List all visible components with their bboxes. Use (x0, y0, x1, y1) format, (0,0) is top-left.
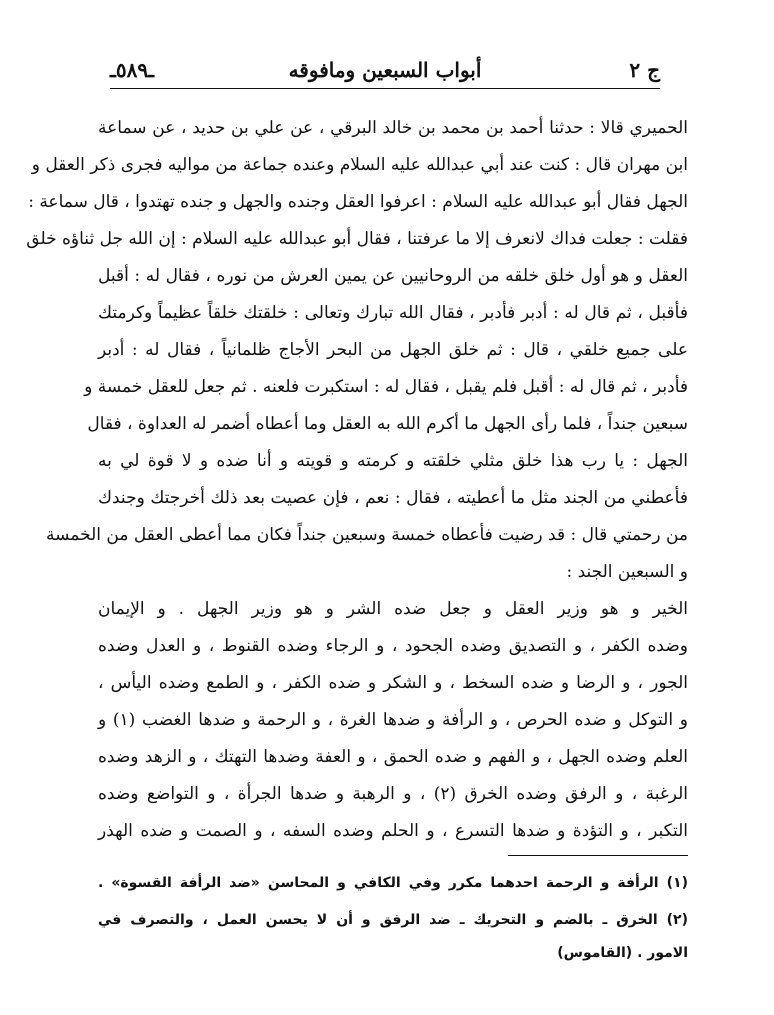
text-line: الجور ، و الرضا و ضده السخط ، و الشكر و ضده الكفر ، و الطمع وضده اليأس ، (98, 673, 688, 693)
text-line: فأعطني من الجند مثل ما أعطيته ، فقال : نعم ، فإن عصيت بعد ذلك أخرجتك وجندك (98, 488, 688, 508)
text-line: على جميع خلقي ، قال : ثم خلق الجهل من البحر الأجاج ظلمانياً ، فقال له : أدبر (98, 340, 688, 360)
page-number: ـ٥٨٩ـ (110, 58, 154, 82)
running-title: أبواب السبعين ومافوقه (288, 58, 482, 82)
footnote: (٢) الخرق ـ بالضم و التحريك ـ ضد الرفق و أن لا يحسن العمل ، والتصرف في (98, 912, 688, 928)
text-line: التكبر ، و التؤدة و ضدها التسرع ، و الحلم وضده السفه ، و الصمت و ضده الهذر (98, 821, 688, 841)
text-line: الخير و هو وزير العقل و جعل ضده الشر و هو وزير الجهل . و الإيمان (98, 599, 688, 619)
volume-label: ج ٢ (629, 58, 660, 82)
footnote: (١) الرأفة و الرحمة احدهما مكرر وفي الكافي و المحاسن «ضد الرأفة القسوة» . (98, 875, 688, 891)
header-rule (110, 88, 660, 89)
text-line: الرغبة ، و الرفق وضده الخرق (٢) ، و الرهبة و ضدها الجرأة ، و التواضع وضده (98, 784, 688, 804)
text-line: وضده الكفر ، و التصديق وضده الجحود ، و الرجاء وضده القنوط ، و العدل وضده (98, 636, 688, 656)
text-line: فقلت : جعلت فداك لانعرف إلا ما عرفتنا ، فقال أبو عبدالله عليه السلام : إن الله جل ثناؤه خلق (26, 229, 688, 249)
footnote-rule (508, 855, 688, 856)
text-line: الجهل فقال أبو عبدالله عليه السلام : اعرفوا العقل وجنده والجهل و جنده تهتدوا ، قال سماعة : (28, 192, 688, 212)
text-line: و التوكل و ضده الحرص ، و الرأفة و ضدها الغرة ، و الرحمة و ضدها الغضب (١) و (98, 710, 688, 730)
footnote: الامور . (القاموس) (557, 945, 688, 961)
text-line: من رحمتي قال : قد رضيت فأعطاه خمسة وسبعين جنداً فكان مما أعطى العقل من الخمسة (46, 525, 688, 545)
text-line: فأقبل ، ثم قال له : أدبر فأدبر ، فقال الله تبارك وتعالى : خلقتك خلقاً عظيماً وكرمتك (98, 303, 688, 323)
text-line: ابن مهران قال : كنت عند أبي عبدالله عليه السلام وعنده جماعة من مواليه فجرى ذكر العقل و (31, 155, 688, 175)
text-line: و السبعين الجند : (566, 562, 688, 582)
text-line: فأدبر ، ثم قال له : أقبل فلم يقبل ، فقال له : استكبرت فلعنه . ثم جعل للعقل خمسة و (84, 377, 688, 397)
text-line: الجهل : يا رب هذا خلق مثلي خلقته و كرمته و قويته و أنا ضده و لا قوة لي به (98, 451, 688, 471)
page-header (110, 50, 660, 90)
text-line: العلم وضده الجهل ، و الفهم و ضده الحمق ، و العفة وضدها التهتك ، و الزهد وضده (98, 747, 688, 767)
text-line: الحميري قالا : حدثنا أحمد بن محمد بن خالد البرقي ، عن علي بن حديد ، عن سماعة (98, 118, 688, 138)
text-line: سبعين جنداً ، فلما رأى الجهل ما أكرم الله به العقل وما أعطاه أضمر له العداوة ، فقال (87, 414, 688, 434)
text-line: العقل و هو أول خلق خلقه من الروحانيين عن يمين العرش من نوره ، فقال له : أقبل (98, 266, 688, 286)
